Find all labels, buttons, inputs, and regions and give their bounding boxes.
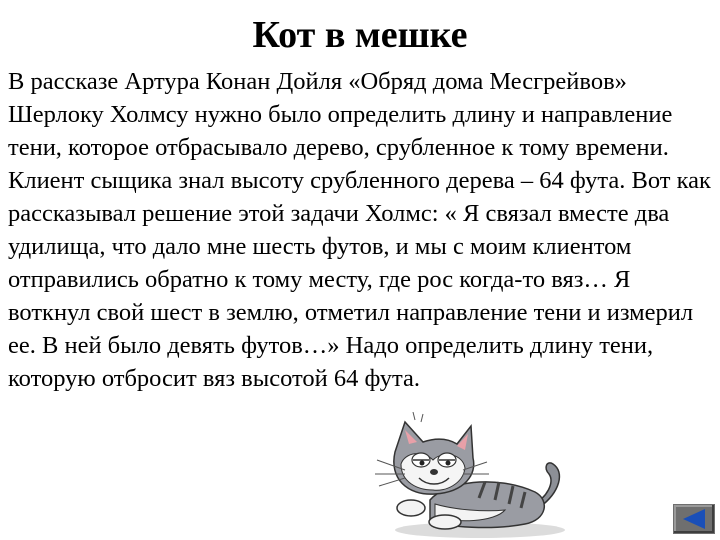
slide-title: Кот в мешке	[252, 14, 468, 56]
slide-body-text: В рассказе Артура Конан Дойля «Обряд дома Месгрейвов» Шерлоку Холмсу нужно было определить длину и направление тени, которое отбрасывало дерево, срубленное к тому времени. Клиент сыщика знал высоту срубленного дерева – 64 фута. Вот как рассказывал решение этой задачи Холмс: « Я связал вместе два удилища, что дало мне шесть футов, и мы с моим клиентом отправились обратно к тому месту, где рос когда-то вяз… Я воткнул свой шест в землю, отметил направление тени и измерил ее. В ней было девять футов…» Надо определить длину тени, которую отбросит вяз высотой 64 фута.	[8, 68, 711, 392]
cat-illustration	[375, 412, 570, 540]
back-button[interactable]	[673, 504, 715, 534]
